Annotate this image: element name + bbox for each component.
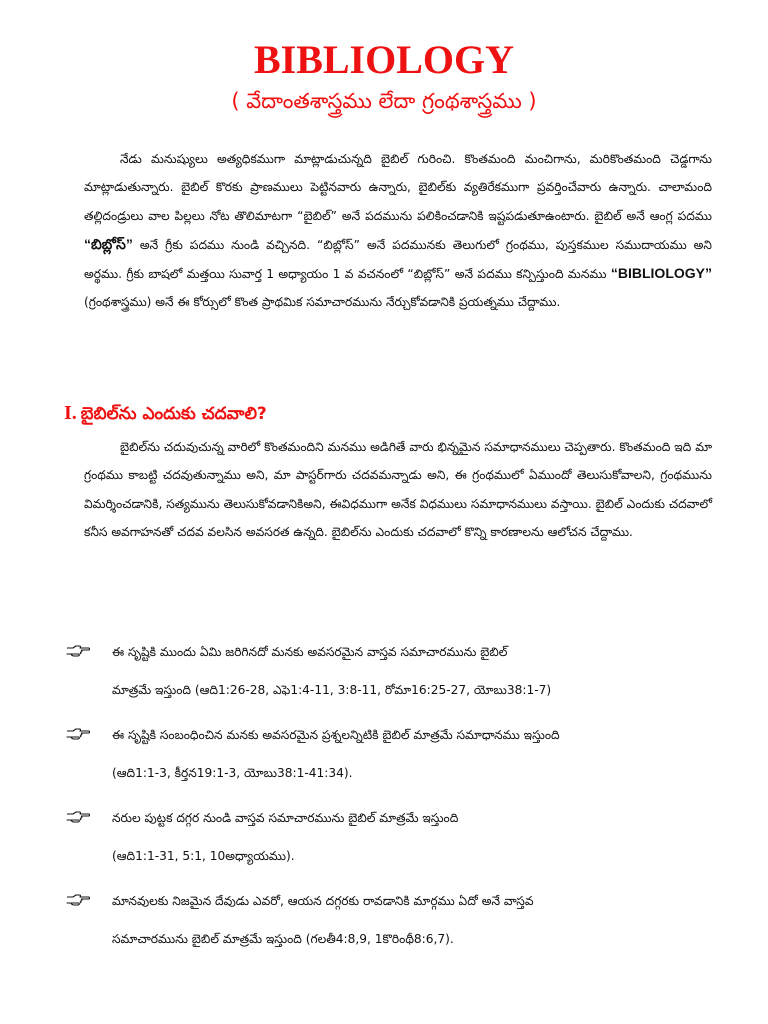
intro-bold-biblos: “బిబ్లోస్”: [84, 235, 133, 252]
section-number: I.: [64, 402, 77, 424]
list-item-line-2: (ఆది1:1-3, కీర్తన19:1-3, యోబు38:1-41:34).: [112, 766, 353, 780]
section-title: బైబిల్‌ను ఎందుకు చదవాలి?: [80, 404, 267, 424]
intro-text-2: అనే గ్రీకు పదము నుండి వచ్చినది. “బిబ్లోస్” అనే పదమునకు తెలుగులో గ్రంథము, పుస్తకముల సముదాయము అని అర్థము. గ్రీకు బాషలో మత్తయి సువార్త 1 అధ్యాయం 1 వ వచనంలో “బిబ్లోస్” అనే పదము కన్పిస్తుంది మనము: [84, 237, 712, 282]
intro-paragraph: [84, 145, 712, 317]
pointing-hand-icon: [64, 633, 92, 671]
list-item-line-1: ఈ సృష్టికి సంబంధించిన మనకు అవసరమైన ప్రశ్నలన్నిటికి బైబిల్ మాత్రమే సమాధానము ఇస్తుంది: [112, 728, 560, 742]
list-item: [64, 633, 724, 709]
list-item-line-2: సమాచారమును బైబిల్ మాత్రమే ఇస్తుంది (గలతీ4:8,9, 1కొరింథీ8:6,7).: [112, 932, 454, 946]
pointing-hand-icon: [64, 716, 92, 754]
list-item-line-2: మాత్రమే ఇస్తుంది (ఆది1:26-28, ఎఫె1:4-11, 3:8-11, రోమా16:25-27, యోబు38:1-7): [112, 683, 552, 697]
list-item-line-1: నరుల పుట్టక దగ్గర నుండి వాస్తవ సమాచారమును బైబిల్ మాత్రమే ఇస్తుంది: [112, 811, 459, 825]
page-title: BIBLIOLOGY: [253, 37, 515, 82]
section-paragraph: బైబిల్‌ను చదువుచున్న వారిలో కొంతమందిని మనము అడిగితే వారు భిన్నమైన సమాధానములు చెప్పతారు. కొంతమంది ఇది మా గ్రంథము కాబట్టి చదవుతున్నాము అని, మా పాస్టర్‌గారు చదవమన్నాడు అని, ఈ గ్రంథములో ఏముందో తెలుసుకోవాలని, గ్రంథమును విమర్శించడానికి, సత్యమును తెలుసుకోవడానికిఅని, ఈవిధముగా అనేక విధములు సమాధానములు వస్తాయి. బైబిల్ ఎందుకు చదవాలో కనీస అవగాహనతో చదవ వలసిన అవసరత ఉన్నది. బైబిల్‌ను ఎందుకు చదవాలో కొన్ని కారణాలను ఆలోచన చేద్దాము.: [84, 440, 712, 539]
intro-bold-bibliology: “BIBLIOLOGY”: [610, 265, 712, 282]
list-item-line-1: ఈ సృష్టికి ముందు ఏమి జరిగినదో మనకు అవసరమైన వాస్తవ సమాచారమును బైబిల్: [112, 645, 508, 659]
reason-list: [64, 633, 724, 965]
list-item: [64, 882, 724, 958]
intro-text-1: నేడు మనుష్యులు అత్యధికముగా మాట్లాడుచున్నది బైబిల్ గురించి. కొంతమంది మంచిగాను, మరికొంతమంది చెడ్డగాను మాట్లాడుతున్నారు. బైబిల్ కొరకు ప్రాణములు పెట్టినవారు ఉన్నారు, బైబిల్‌కు వ్యతిరేకముగా ప్రవర్తించేవారు ఉన్నారు. చాలామంది తల్లిదండ్రులు వాల పిల్లలు నోట తొలిమాటగా “బైబిల్” అనే పదమును పలికించడానికి ఇష్టపడుతూఉంటారు. బైబిల్ అనే ఆంగ్ల పదము: [84, 152, 712, 223]
section-heading: [64, 399, 724, 428]
pointing-hand-icon: [64, 882, 92, 920]
list-item-line-1: మానవులకు నిజమైన దేవుడు ఎవరో, ఆయన దగ్గరకు రావడానికి మార్గము ఏదో అనే వాస్తవ: [112, 894, 534, 908]
intro-text-3: (గ్రంథశాస్త్రము) అనే ఈ కోర్సులో కొంత ప్రాథమిక సమాచారమును నేర్చుకోవడానికి ప్రయత్నము చేద్దాము.: [84, 295, 561, 310]
list-item: [64, 799, 724, 875]
pointing-hand-icon: [64, 799, 92, 837]
page-subtitle: ( వేదాంతశాస్త్రము లేదా గ్రంథశాస్త్రము ): [231, 89, 537, 113]
list-item-line-2: (ఆది1:1-31, 5:1, 10అధ్యాయము).: [112, 849, 295, 863]
list-item: [64, 716, 724, 792]
